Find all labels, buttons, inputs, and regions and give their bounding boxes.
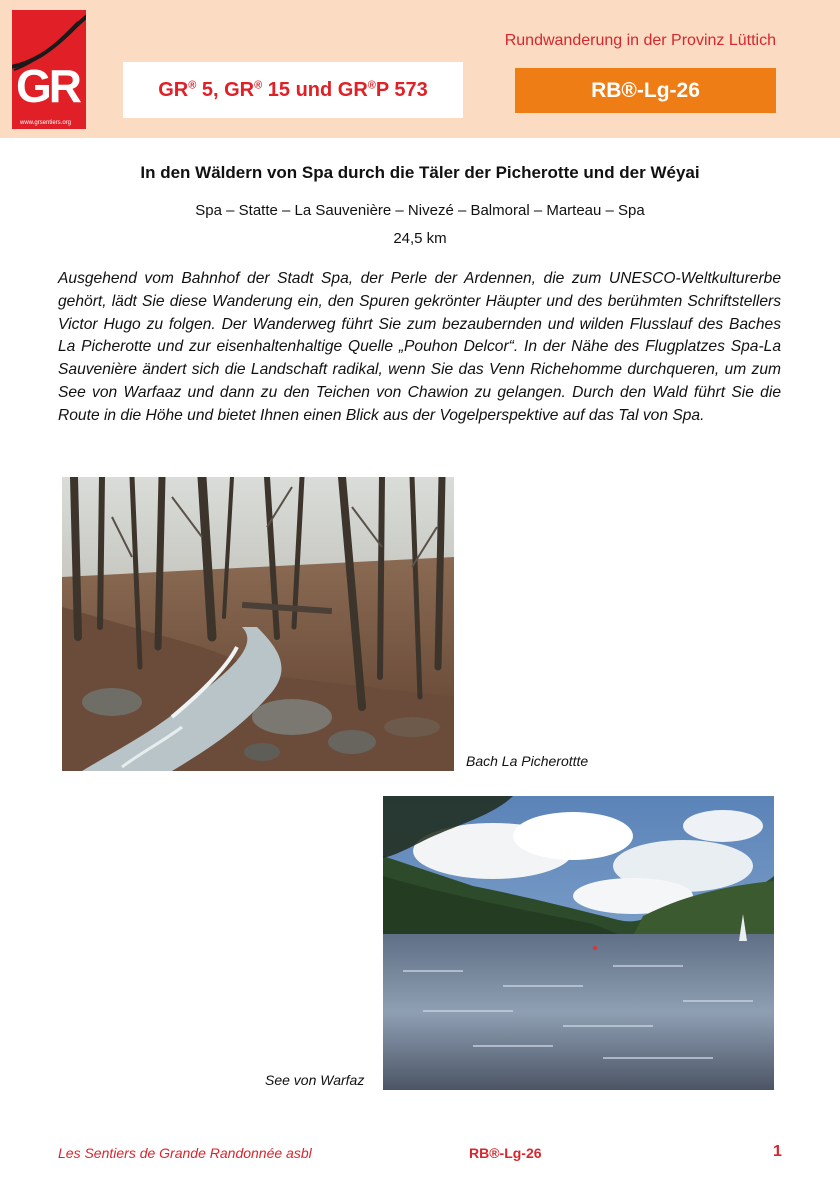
- gr-routes-box: [123, 62, 463, 118]
- intro-paragraph: Ausgehend vom Bahnhof der Stadt Spa, der Perle der Ardennen, die zum UNESCO-Weltkulturerbe gehört, lädt Sie diese Wanderung ein, den Spuren gekrönter Häupter und des berühmten Schriftstellers Victor Hugo zu folgen. Der Wanderweg führt Sie zum bezaubernden und wilden Flusslauf des Baches La Picherotte und zur eisenhaltenhaltige Quelle „Pouhon Delcor“. In der Nähe des Flugplatzes Spa-La Sauvenière ändert sich die Landschaft radikal, wenn Sie das Venn Richehomme durchqueren, um zum See von Warfaaz und dann zu den Teichen von Chawion zu gelangen. Durch den Wald führt Sie die Route in die Höhe und bietet Ihnen einen Blick aus der Vogelperspektive auf das Tal von Spa.: [58, 270, 781, 424]
- route-stops: Spa – Statte – La Sauvenière – Nivezé – Balmoral – Marteau – Spa: [195, 202, 645, 219]
- region-subtitle: Rundwanderung in der Provinz Lüttich: [504, 32, 776, 49]
- route-code-label: RB®-Lg-26: [591, 78, 700, 102]
- logo-url: www.grsentiers.org: [20, 120, 72, 126]
- logo-text: GR: [16, 60, 79, 112]
- caption-lake: See von Warfaz: [265, 1072, 365, 1088]
- route-distance: 24,5 km: [393, 230, 447, 247]
- page-title: In den Wäldern von Spa durch die Täler der Picherotte und der Wéyai: [140, 163, 700, 182]
- footer-code: RB®-Lg-26: [469, 1145, 542, 1161]
- caption-stream: Bach La Picherottte: [466, 753, 589, 769]
- photo-lake: [383, 796, 774, 1090]
- page-number: 1: [773, 1143, 782, 1160]
- route-code-box: [515, 68, 776, 113]
- gr-routes-title: GR® 5, GR® 15 und GR®P 573: [158, 78, 428, 101]
- photo-stream: [62, 477, 454, 771]
- footer-org: Les Sentiers de Grande Randonnée asbl: [58, 1145, 312, 1161]
